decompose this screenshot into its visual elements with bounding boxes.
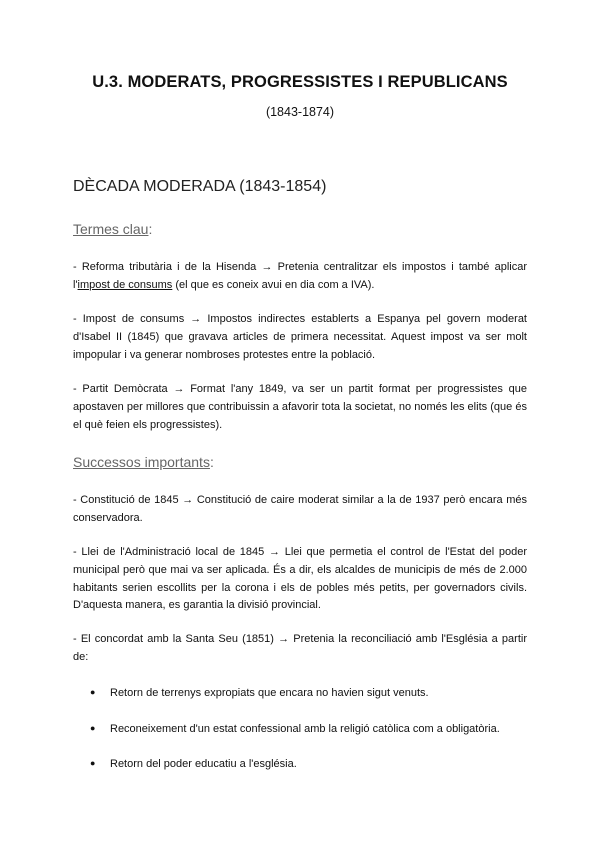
events-heading	[73, 454, 214, 470]
page-subtitle: (1843-1874)	[265, 105, 335, 119]
list-item	[90, 684, 429, 701]
bullet-icon: ●	[90, 758, 96, 768]
terms-heading	[73, 221, 152, 237]
term-paragraph-3: - Partit Demòcrata → Format l'any 1849, va ser un partit format per progressistes que apostaven per millores que contribuissin a afavorir tota la societat, no només les elits (que és el què feien els progressistes).	[73, 383, 527, 431]
bullet-icon: ●	[90, 687, 96, 697]
list-item	[90, 755, 297, 772]
page-title: U.3. MODERATS, PROGRESSISTES I REPUBLICANS	[92, 73, 508, 91]
list-item-text: Retorn del poder educatiu a l'església.	[110, 758, 297, 770]
term-1-link: impost de consums	[77, 278, 173, 291]
events-heading-text: Successos importants	[73, 454, 210, 470]
event-paragraph-3: - El concordat amb la Santa Seu (1851) → Pretenia la reconciliació amb l'Església a partir de:	[73, 633, 527, 663]
events-heading-colon: :	[209, 454, 214, 470]
bullet-icon: ●	[90, 723, 96, 733]
term-1-text: - Reforma tributària i de la Hisenda → Pretenia centralitzar els impostos i també aplicar l'	[73, 261, 527, 291]
section-heading: DÈCADA MODERADA (1843-1854)	[73, 178, 327, 195]
terms-heading-text: Termes clau	[73, 221, 149, 237]
term-1-text-end: (el que es coneix avui en dia com a IVA).	[172, 278, 375, 291]
list-item-text: Reconeixement d'un estat confessional amb la religió catòlica com a obligatòria.	[110, 723, 500, 735]
event-paragraph-1: - Constitució de 1845 → Constitució de caire moderat similar a la de 1937 però encara més conservadora.	[73, 494, 527, 524]
term-paragraph-2: - Impost de consums → Impostos indirectes establerts a Espanya pel govern moderat d'Isabel II (1845) que gravava articles de primera necessitat. Aquest impost va ser molt impopular i va generar nombroses protestes entre la població.	[73, 313, 527, 361]
terms-heading-colon: :	[148, 221, 153, 237]
list-item	[90, 720, 500, 737]
event-paragraph-2: - Llei de l'Administració local de 1845 → Llei que permetia el control de l'Estat del poder municipal però que mai va ser aplicada. És a dir, els alcaldes de municipis de més de 2.000 habitants serien escollits per la corona i els de pobles més petits, per governadors civils. D'aquesta manera, es garantia la divisió provincial.	[73, 546, 527, 612]
term-paragraph-1	[73, 259, 527, 295]
list-item-text: Retorn de terrenys expropiats que encara no havien sigut venuts.	[110, 687, 429, 699]
